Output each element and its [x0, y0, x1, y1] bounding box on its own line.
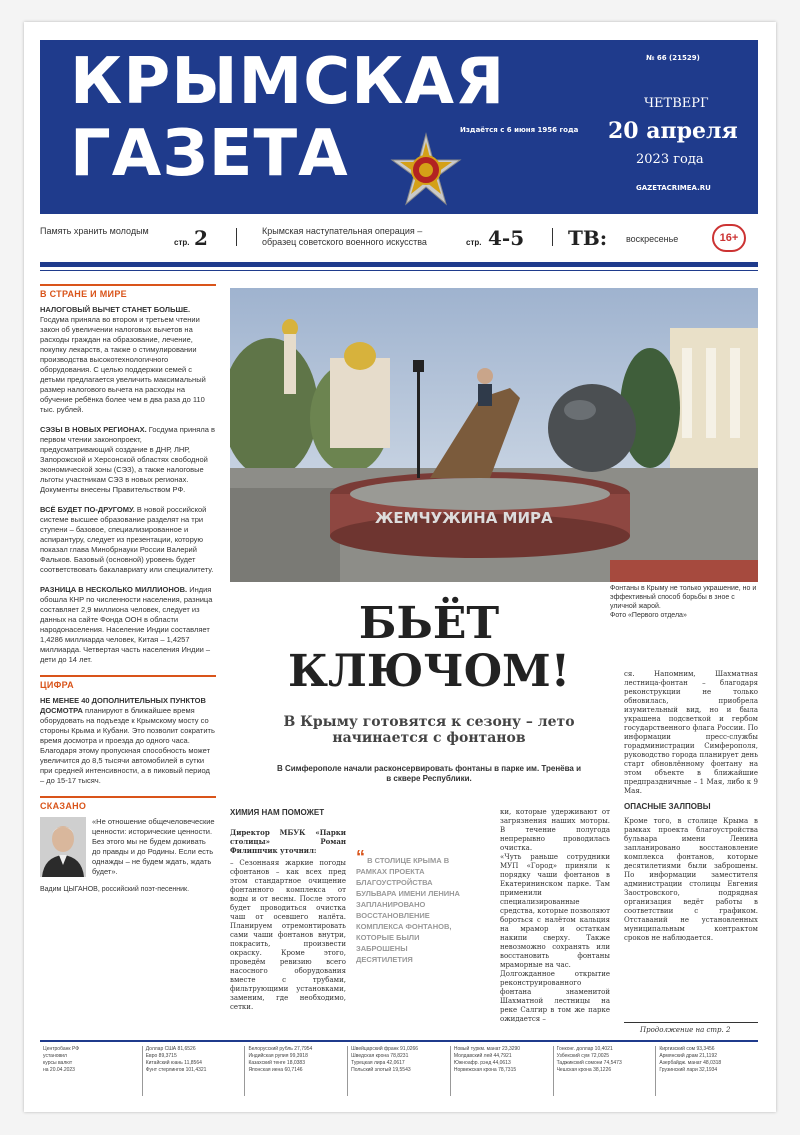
- column-text: – Сезоннаяя жаркие погоды сфонтанов – как всех пред этом стандартное очищение фонтанного комплекса от воды и от весны. После этого будет проводиться очистка чаш от осевшего налёта. Планируем отремонтировать сами чаши фонтанов внутри, покрасить, произвести окраску. Кроме этого, проведём ревизию всего насосного оборудования вместе с трубами, фильтрующими установками, заменим, где необходимо, сетки.: [230, 859, 346, 1011]
- rates-column: [554, 1046, 657, 1096]
- rates-line: Киргизский сом 93,3456: [659, 1046, 715, 1052]
- rates-line: Новый туркм. манат 23,3290: [453, 1046, 521, 1052]
- teaser-divider: [552, 228, 553, 246]
- quote-text: «Не отношение общечеловеческие ценности: исторические ценности. Без этого мы не будем доживать до правды и до Родины. Если есть однажды – не будем ждать, ждать будет».: [92, 817, 215, 876]
- column-kicker: ХИМИЯ НАМ ПОМОЖЕТ: [230, 808, 325, 817]
- rates-line: Узбекский сум 72,0025: [556, 1053, 610, 1059]
- rates-column: [451, 1046, 554, 1096]
- weekday: ЧЕТВЕРГ: [644, 96, 709, 111]
- header-rule-thin: [40, 270, 758, 271]
- teaser-divider: [236, 228, 237, 246]
- article-column-4: [624, 670, 758, 947]
- brief-title: ВСЁ БУДЕТ ПО-ДРУГОМУ.: [40, 505, 135, 514]
- issue-number: № 66 (21529): [646, 54, 700, 62]
- footer-rule: [40, 1040, 758, 1042]
- article-lead: В Симферополе начали расконсервировать фонтаны в парке им. Тренёва и в сквере Республики.: [276, 764, 582, 783]
- since-line: Издаётся с 6 июня 1956 года: [460, 126, 579, 134]
- rates-line: Польский злотый 19,5543: [351, 1067, 411, 1073]
- rates-line: Таджикский сомони 74,5473: [556, 1060, 622, 1066]
- quote-block: [40, 817, 216, 877]
- article-column-1: [230, 808, 346, 1016]
- rates-line: установил: [43, 1053, 67, 1059]
- rates-line: Индийская рупия 99,3918: [248, 1053, 308, 1059]
- rates-line: Белорусский рубль 27,7954: [248, 1046, 313, 1052]
- issue-date: 20 апреля: [608, 118, 738, 144]
- news-brief: [40, 305, 216, 415]
- order-emblem-icon: [388, 132, 464, 208]
- continued-note: Продолжение на стр. 2: [640, 1026, 731, 1034]
- brief-title: НАЛОГОВЫЙ ВЫЧЕТ СТАНЕТ БОЛЬШЕ.: [40, 305, 191, 314]
- rates-line: Фунт стерлингов 101,4321: [145, 1067, 207, 1073]
- brief-title: НЕ МЕНЕЕ 40 ДОПОЛНИТЕЛЬНЫХ ПУНКТОВ ДОСМОТРА: [40, 696, 206, 715]
- column-text: Кроме того, в столице Крыма в рамках проекта благоустройства бульвара имени Ленина запланировано восстановление комплекса фонтанов, которые десятилетиями были заброшены. По информации заместителя администрации столицы Евгения Заостровского, подрядная организация ведёт работы в соответствии с графиком. Отставаний не установленных муниципальным контрактом сроков не наблюдается.: [624, 817, 758, 942]
- rates-line: Армянский драм 21,1192: [659, 1053, 718, 1059]
- headline-line-1: БЬЁТ: [358, 598, 500, 649]
- title-line-1: КРЫМСКАЯ: [70, 45, 506, 119]
- currency-rates-footer: [40, 1046, 758, 1096]
- brief-text: Индия обошла КНР по численности населения, разница составляет 2,9 миллиона человек, следует из данных на сайте Фонда ООН в области народонаселения. Население Индии составляет 1,4286 миллиарда человек, Китая – 1,4257 миллиарда. Четвертая часть населения Индии – дети до 14 лет.: [40, 585, 213, 664]
- column-subtitle: ОПАСНЫЕ ЗАЛПОВЫ: [624, 802, 711, 811]
- news-brief: [40, 505, 216, 575]
- rates-line: Грузинский лари 32,1934: [659, 1067, 718, 1073]
- rates-line: Швейцарский франк 91,0266: [351, 1046, 419, 1052]
- teaser-2-page: 4-5: [488, 226, 525, 250]
- subheadline: В Крыму готовятся к сезону – лето начинается с фонтанов: [283, 714, 575, 746]
- rates-line: Гонконг. доллар 10,4021: [556, 1046, 613, 1052]
- rates-line: Азербайдж. манат 48,0318: [659, 1060, 722, 1066]
- rates-column: [348, 1046, 451, 1096]
- rates-line: Молдавский лей 44,7921: [453, 1053, 512, 1059]
- header-rule: [40, 262, 758, 267]
- website: GAZETACRIMEA.RU: [636, 184, 711, 192]
- column-intro: Директор МБУК «Парки столицы» Роман Филиппчик уточнил:: [230, 828, 346, 855]
- quote-author: Вадим ЦЫГАНОВ, российский поэт-песенник.: [40, 886, 190, 893]
- headline-line-2: КЛЮЧОМ!: [287, 646, 571, 697]
- continued-rule: [624, 1022, 758, 1023]
- rates-line: на 20.04.2023: [43, 1067, 75, 1073]
- fountain-photo: [230, 288, 758, 582]
- rates-column: [245, 1046, 348, 1096]
- teaser-2-page-label: стр.: [466, 238, 482, 247]
- teaser-1-page: 2: [194, 226, 208, 250]
- issue-year: 2023 года: [636, 152, 704, 167]
- title-line-2: ГАЗЕТА: [70, 117, 349, 191]
- brief-title: СЭЗЫ В НОВЫХ РЕГИОНАХ.: [40, 425, 147, 434]
- newspaper-page: [24, 22, 776, 1112]
- teaser-bar: [40, 220, 758, 256]
- teaser-2-text: Крымская наступательная операция – образец советского военного искусства: [262, 226, 427, 247]
- brief-text: Госдума приняла во втором и третьем чтении закон об увеличении налоговых вычетов на расходы граждан на образование, лечение, покупку лекарств, а также о стимулировании производства высокотехнологичного оборудования. С целью поддержки семей с детьми предлагается увеличить максимальный размер налогового вычета на расходы на обучение ребёнка более чем в два раза до 110 тыс. рублей.: [40, 315, 206, 414]
- masthead: [40, 40, 758, 214]
- rates-column: [143, 1046, 246, 1096]
- news-brief: [40, 425, 216, 495]
- news-brief: [40, 696, 216, 786]
- rates-line: Доллар США 81,6526: [145, 1046, 196, 1052]
- teaser-1-text: Память хранить молодым: [40, 226, 149, 236]
- left-column: [40, 284, 216, 895]
- section-head-figure: ЦИФРА: [40, 675, 216, 690]
- brief-title: РАЗНИЦА В НЕСКОЛЬКО МИЛЛИОНОВ.: [40, 585, 188, 594]
- rates-line: Турецкая лира 42,0617: [351, 1060, 405, 1066]
- tv-label: ТВ:: [568, 226, 608, 250]
- brief-text: Госдума приняла в первом чтении законопроект, предусматривающий создание в ДНР, ЛНР, Запорожской и Херсонской областях свободной экономической зоны (СЭЗ), а также налоговые льготы участникам СЭЗ в новых регионах. Документы внесены Правительством РФ.: [40, 425, 215, 494]
- rates-line: Чешская крона 38,1226: [556, 1067, 612, 1073]
- caption-text: Фонтаны в Крыму не только украшение, но и эффективный способ борьбы в зное с уличной жарой.: [610, 585, 757, 610]
- pull-quote: [356, 847, 462, 965]
- main-headline: [254, 600, 604, 696]
- photo-credit: Фото «Первого отдела»: [610, 612, 687, 619]
- news-brief: [40, 585, 216, 665]
- rates-line: курсы валют: [43, 1060, 73, 1066]
- author-portrait: [40, 817, 86, 877]
- rates-line: Южноафр. рэнд 44,0613: [453, 1060, 511, 1066]
- photo-caption: [610, 584, 758, 620]
- rates-line: Норвежская крона 78,7315: [453, 1067, 517, 1073]
- brief-text: планируют в ближайшее время оборудовать на подъезде к Крымскому мосту со стороны Крыма и Кубани. Это позволит сократить время досмотра и проезда до одного часа. Благодаря этому пропускная способность может увеличится до 8,5 тысячи автомобилей в сутки при средней интенсивности, а в пиковый период – до 15-17 тысяч.: [40, 706, 215, 785]
- brief-text: В новой российской системе высшее образование разделят на три ступени – базовое, специализированное и аспирантуру, следует из презентации, которую показал глава Минобрнауки России Валерий Фальков. Базовый (основной) уровень будет соответствовать бакалавриату или специалитету.: [40, 505, 214, 574]
- rates-line: Центробанк РФ: [43, 1046, 80, 1052]
- section-head-news: В СТРАНЕ И МИРЕ: [40, 284, 216, 299]
- teaser-1-page-label: стр.: [174, 238, 190, 247]
- rates-column: [656, 1046, 758, 1096]
- rates-column: [40, 1046, 143, 1096]
- rates-line: Японская иена 60,7146: [248, 1067, 303, 1073]
- section-head-quote: СКАЗАНО: [40, 796, 216, 811]
- rates-line: Евро 89,3715: [145, 1053, 177, 1059]
- quote-mark-icon: “: [356, 847, 365, 867]
- rates-line: Шведская крона 78,8231: [351, 1053, 409, 1059]
- pull-quote-text: В СТОЛИЦЕ КРЫМА В РАМКАХ ПРОЕКТА БЛАГОУСТРОЙСТВА БУЛЬВАРА ИМЕНИ ЛЕНИНА ЗАПЛАНИРОВАНО ВОССТАНОВЛЕНИЕ КОМПЛЕКСА ФОНТАНОВ, КОТОРЫЕ БЫЛИ ЗАБРОШЕНЫ ДЕСЯТИЛЕТИЯ: [356, 856, 460, 964]
- age-rating-badge: 16+: [712, 224, 746, 252]
- monument-inscription: ЖЕМЧУЖИНА МИРА: [375, 509, 553, 527]
- column-text: ся. Напомним, Шахматная лестница-фонтан – благодаря реконструкции не только обновилась, приобрела изумительный вид, но и была украшена подсветкой и гербом государственного флага России. По информации пресс-службы горадминистрации Симферополя, руководство города планирует день старт обновлённому фонтану на этом объекте в ближайшие предпраздничные – 1 Мая, либо к 9 Мая.: [624, 670, 758, 795]
- tv-text: воскресенье: [626, 234, 679, 244]
- rates-line: Казахский тенге 18,0383: [248, 1060, 305, 1066]
- rates-line: Китайский юань 11,8564: [145, 1060, 202, 1066]
- article-column-3: ки, которые удерживают от загрязнения наших моторы. В течение полугода непрерывно проводилась очистка. «Чуть раньше сотрудники МУП «Город» приняли к порядку чаши фонтанов в Екатерининском парке. Там применили специализированные средства, которые позволяют бороться с налётом кальция на мрамор и остаткам накипи сверху. Также невозможно сохранять или восстановить фонтаны мраморные на час. Долгожданное открытие реконструированного фонтана знаменитой Шахматной лестницы на реке Салгир в том же парке ожидается –: [500, 808, 610, 1023]
